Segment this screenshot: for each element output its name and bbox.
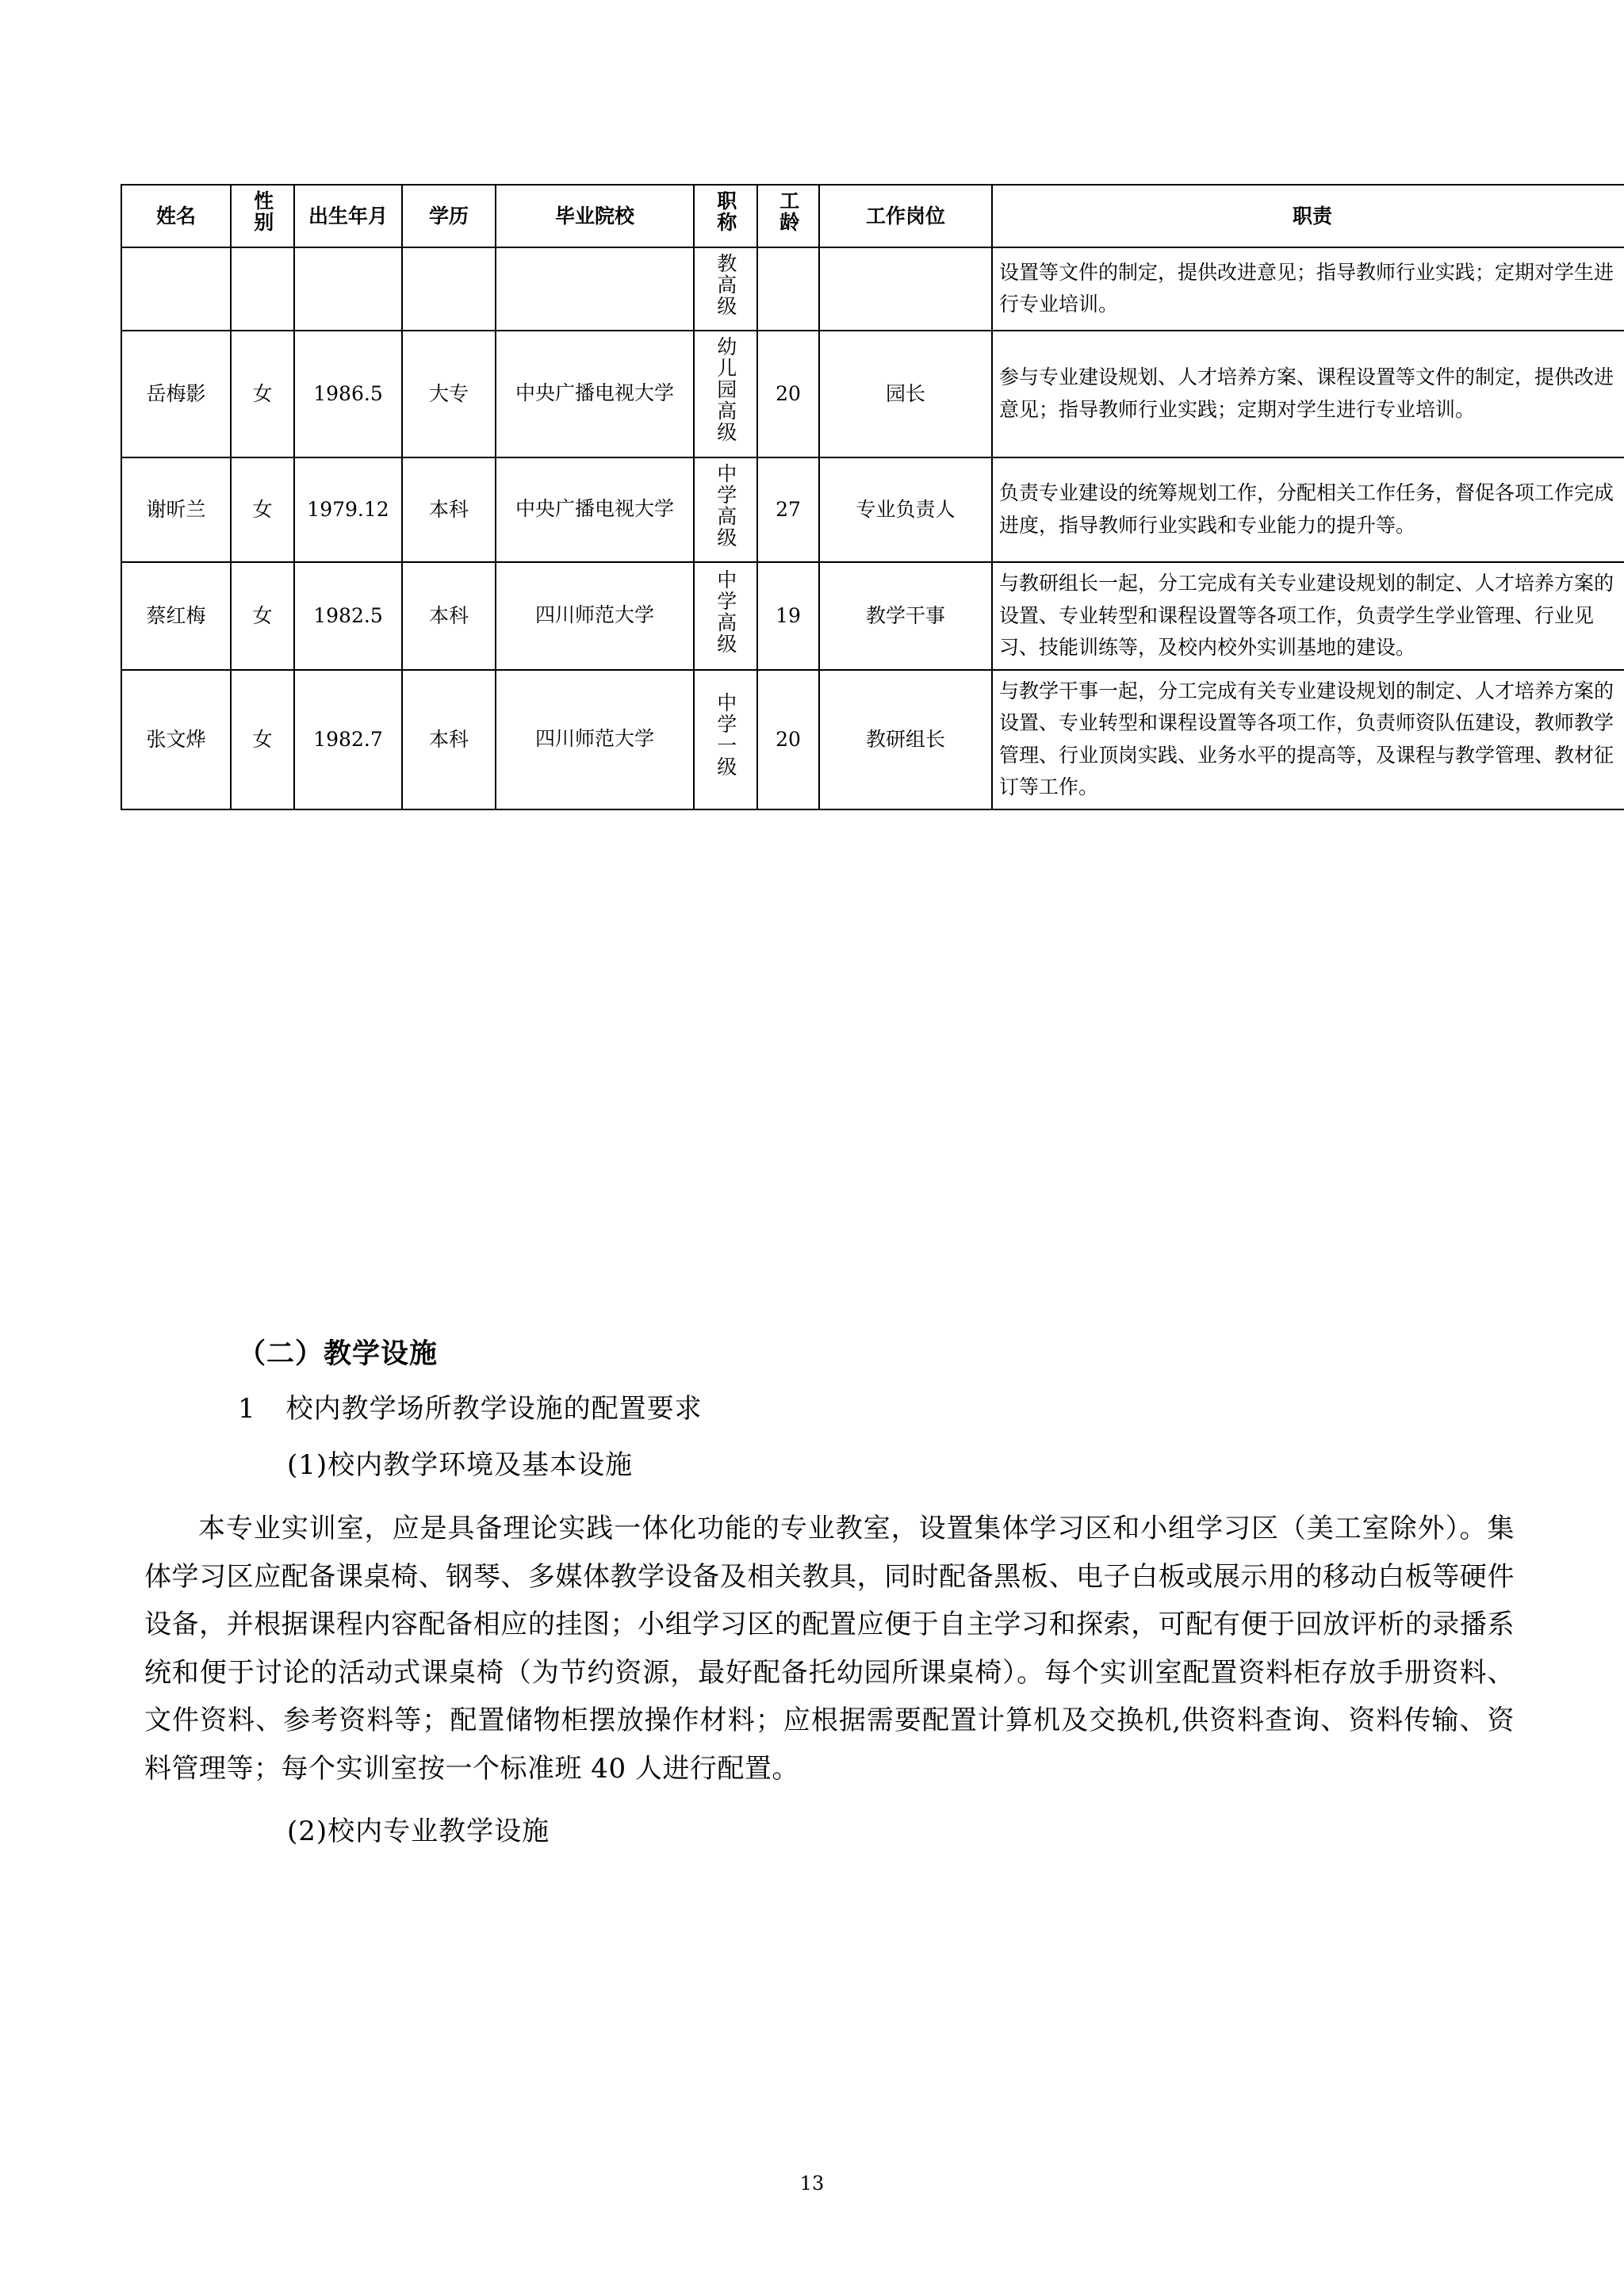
table-row	[121, 670, 1624, 809]
column-header-school: 毕业院校	[496, 185, 694, 247]
cell-school: 中央广播电视大学	[496, 331, 694, 457]
body-paragraph: 本专业实训室，应是具备理论实践一体化功能的专业教室，设置集体学习区和小组学习区（美工室除外）。集体学习区应配备课桌椅、钢琴、多媒体教学设备及相关教具，同时配备黑板、电子白板或展示用的移动白板等硬件设备，并根据课程内容配备相应的挂图；小组学习区的配置应便于自主学习和探索，可配有便于回放评析的录播系统和便于讨论的活动式课桌椅（为节约资源，最好配备托幼园所课桌椅）。每个实训室配置资料柜存放手册资料、文件资料、参考资料等；配置储物柜摆放操作材料；应根据需要配置计算机及交换机,供资料查询、资料传输、资料管理等；每个实训室按一个标准班 40 人进行配置。	[144, 1513, 1515, 1785]
cell-name	[121, 247, 231, 331]
list-item-number: 1	[238, 1393, 256, 1425]
cell-years: 19	[757, 562, 819, 670]
cell-duty: 与教研组长一起，分工完成有关专业建设规划的制定、人才培养方案的设置、专业转型和课程设置等各项工作，负责学生学业管理、行业见习、技能训练等，及校内校外实训基地的建设。	[992, 562, 1624, 670]
cell-years: 27	[757, 457, 819, 563]
list-item-label: 校内教学场所教学设施的配置要求	[285, 1393, 703, 1425]
column-header-name: 姓名	[121, 185, 231, 247]
table-row	[121, 247, 1624, 331]
cell-duty: 设置等文件的制定，提供改进意见；指导教师行业实践；定期对学生进行专业培训。	[992, 247, 1624, 331]
cell-birth: 1986.5	[294, 331, 402, 457]
section-heading: （二）教学设施	[238, 1338, 439, 1370]
cell-title: 中学高级	[694, 562, 757, 670]
list-item: (1)校内教学环境及基本设施	[287, 1449, 634, 1481]
cell-sex: 女	[231, 670, 294, 809]
cell-duty: 参与专业建设规划、人才培养方案、课程设置等文件的制定，提供改进意见；指导教师行业实践；定期对学生进行专业培训。	[992, 331, 1624, 457]
staff-table-container	[121, 184, 1614, 810]
cell-education: 大专	[402, 331, 496, 457]
cell-education: 本科	[402, 457, 496, 563]
cell-name: 张文烨	[121, 670, 231, 809]
cell-sex: 女	[231, 562, 294, 670]
cell-school: 四川师范大学	[496, 670, 694, 809]
cell-education: 本科	[402, 562, 496, 670]
cell-sex: 女	[231, 331, 294, 457]
cell-school: 四川师范大学	[496, 562, 694, 670]
cell-school: 中央广播电视大学	[496, 457, 694, 563]
cell-name: 蔡红梅	[121, 562, 231, 670]
cell-post	[819, 247, 992, 331]
cell-title: 教高级	[694, 247, 757, 331]
cell-duty: 负责专业建设的统筹规划工作，分配相关工作任务，督促各项工作完成进度，指导教师行业实践和专业能力的提升等。	[992, 457, 1624, 563]
table-row	[121, 562, 1624, 670]
cell-post: 园长	[819, 331, 992, 457]
list-item: (2)校内专业教学设施	[287, 1816, 550, 1848]
table-row	[121, 331, 1624, 457]
column-header-birth: 出生年月	[294, 185, 402, 247]
cell-title: 中学一级	[694, 670, 757, 809]
column-header-post: 工作岗位	[819, 185, 992, 247]
cell-title: 幼儿园高级	[694, 331, 757, 457]
page-number: 13	[799, 2172, 825, 2195]
list-item	[238, 1389, 1515, 1429]
cell-education: 本科	[402, 670, 496, 809]
cell-years	[757, 247, 819, 331]
cell-post: 教研组长	[819, 670, 992, 809]
cell-birth: 1982.5	[294, 562, 402, 670]
cell-years: 20	[757, 670, 819, 809]
column-header-education: 学历	[402, 185, 496, 247]
table-row	[121, 457, 1624, 563]
cell-education	[402, 247, 496, 331]
cell-birth: 1979.12	[294, 457, 402, 563]
body-content	[119, 1332, 1515, 1852]
cell-sex	[231, 247, 294, 331]
cell-birth	[294, 247, 402, 331]
cell-duty: 与教学干事一起，分工完成有关专业建设规划的制定、人才培养方案的设置、专业转型和课程设置等各项工作，负责师资队伍建设，教师教学管理、行业顶岗实践、业务水平的提高等，及课程与教学管理、教材征订等工作。	[992, 670, 1624, 809]
cell-name: 岳梅影	[121, 331, 231, 457]
cell-title: 中学高级	[694, 457, 757, 563]
cell-sex: 女	[231, 457, 294, 563]
cell-years: 20	[757, 331, 819, 457]
staff-table	[121, 184, 1624, 810]
column-header-duty: 职责	[992, 185, 1624, 247]
cell-birth: 1982.7	[294, 670, 402, 809]
cell-school	[496, 247, 694, 331]
column-header-title: 职称	[694, 185, 757, 247]
column-header-sex: 性别	[231, 185, 294, 247]
column-header-years: 工龄	[757, 185, 819, 247]
cell-post: 教学干事	[819, 562, 992, 670]
cell-post: 专业负责人	[819, 457, 992, 563]
table-header-row	[121, 185, 1624, 247]
cell-name: 谢昕兰	[121, 457, 231, 563]
